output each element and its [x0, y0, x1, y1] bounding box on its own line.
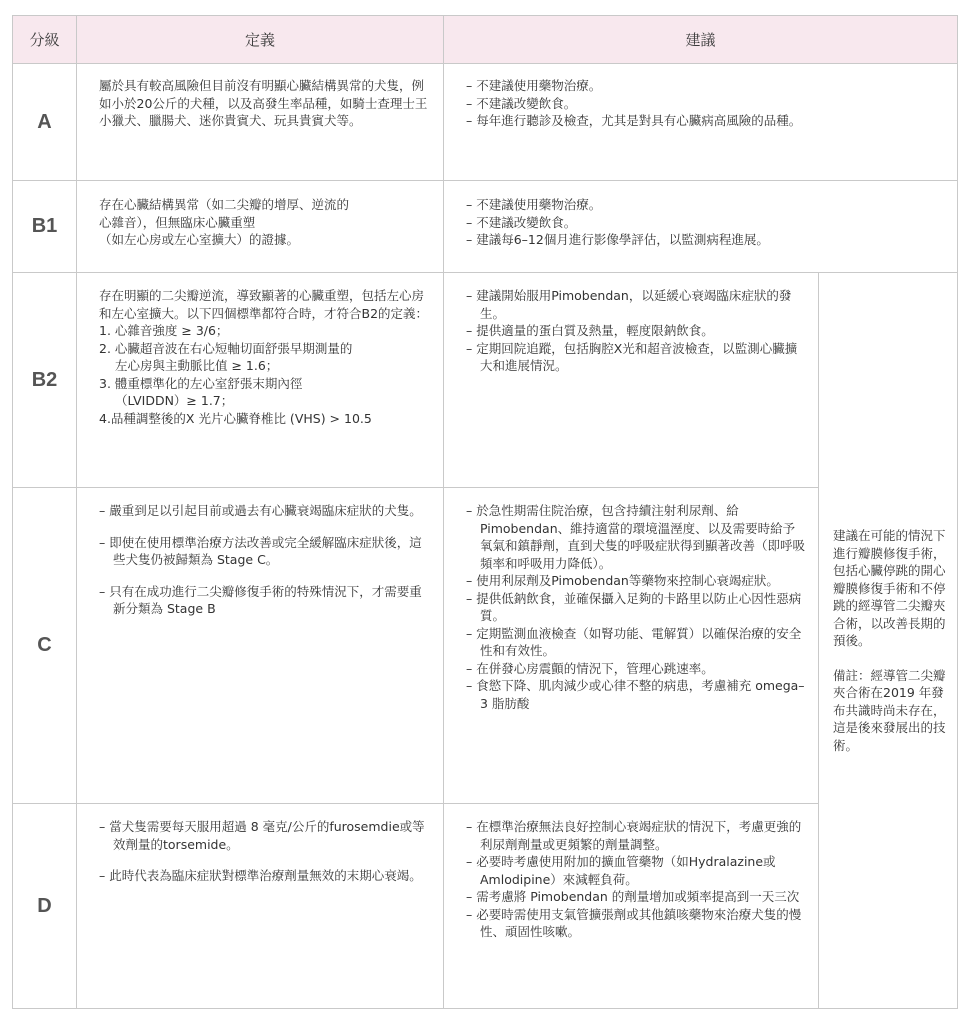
definition-b1-line-2: 心雜音），但無臨床心臟重塑 [99, 214, 256, 230]
criterion-2-cont: 左心房與主動脈比值 ≥ 1.6； [115, 358, 279, 373]
definition-c-1: – 嚴重到足以引起目前或過去有心臟衰竭臨床症狀的犬隻。 [99, 503, 422, 518]
rec-b2-2: – 提供適量的蛋白質及熱量，輕度限鈉飲食。 [466, 323, 714, 338]
definition-b1 [76, 180, 444, 273]
definition-c-3: – 只有在成功進行二尖瓣修復手術的特殊情況下，才需要重新分類為 Stage B [99, 583, 422, 616]
side-note-remark: 備註：經導管二尖瓣夾合術在2019 年發布共識時尚未存在，這是後來發展出的技術。 [833, 667, 946, 753]
header-recommendation: 建議 [443, 15, 958, 64]
rec-b1-1: – 不建議使用藥物治療。 [466, 197, 602, 212]
definition-b1-line-1: 存在心臟結構異常（如二尖瓣的增厚、逆流的 [99, 197, 350, 212]
rec-a-3: – 每年進行聽診及檢查，尤其是對具有心臟病高風險的品種。 [466, 113, 802, 128]
rec-b2-1: – 建議開始服用Pimobendan，以延緩心衰竭臨床症狀的發生。 [466, 288, 792, 321]
rec-c-2: – 使用利尿劑及Pimobendan等藥物來控制心衰竭症狀。 [466, 573, 779, 588]
recommendation-d [443, 803, 819, 1009]
side-note-text: 建議在可能的情況下進行瓣膜修復手術，包括心臟停跳的開心瓣膜修復手術和不停跳的經導管二尖瓣夾合術，以改善長期的預後。 [833, 528, 946, 648]
criterion-1: 1. 心雜音強度 ≥ 3/6； [99, 323, 229, 338]
criterion-2: 2. 心臟超音波在右心短軸切面舒張早期測量的 [99, 340, 353, 356]
grade-c: C [12, 487, 77, 804]
rec-b1-3: – 建議每6–12個月進行影像學評估，以監測病程進展。 [466, 232, 769, 247]
surgery-side-note [818, 272, 958, 1009]
rec-c-3: – 提供低鈉飲食，並確保攝入足夠的卡路里以防止心因性惡病質。 [466, 590, 802, 623]
rec-a-2: – 不建議改變飲食。 [466, 95, 577, 111]
definition-a-text: 屬於具有較高風險但目前沒有明顯心臟結構異常的犬隻，例如小於20公斤的犬種，以及高發生率品種，如騎士查理士王小獵犬、臘腸犬、迷你貴賓犬、玩具貴賓犬等。 [99, 78, 428, 128]
recommendation-a [443, 63, 958, 181]
header-definition: 定義 [76, 15, 444, 64]
definition-c-2: – 即使在使用標準治療方法改善或完全緩解臨床症狀後，這些犬隻仍被歸類為 Stage C。 [99, 534, 422, 567]
rec-c-1: – 於急性期需住院治療，包含持續注射利尿劑、給Pimobendan、維持適當的環境溫溼度、以及需要時給予氧氣和鎮靜劑，直到犬隻的呼吸症狀得到顯著改善（即呼吸頻率和呼吸用力降低）。 [466, 503, 806, 571]
rec-c-5: – 在併發心房震顫的情況下，管理心跳速率。 [466, 660, 714, 676]
definition-b2-intro: 存在明顯的二尖瓣逆流，導致顯著的心臟重塑，包括左心房和左心室擴大。以下四個標準都符合時，才符合B2的定義： [99, 288, 429, 321]
rec-c-6: – 食慾下降、肌肉減少或心律不整的病患，考慮補充 omega–3 脂肪酸 [466, 678, 805, 711]
criterion-3-cont: （LVIDDN）≥ 1.7； [115, 393, 234, 408]
criterion-4: 4.品種調整後的X 光片心臟脊椎比 (VHS) > 10.5 [99, 410, 372, 426]
grade-d: D [12, 803, 77, 1009]
recommendation-c [443, 487, 819, 804]
rec-a-1: – 不建議使用藥物治療。 [466, 78, 602, 93]
rec-d-1: – 在標準治療無法良好控制心衰竭症狀的情況下，考慮更強的利尿劑劑量或更頻繁的劑量調整。 [466, 819, 802, 852]
definition-d [76, 803, 444, 1009]
rec-b2-3: – 定期回院追蹤，包括胸腔X光和超音波檢查，以監測心臟擴大和進展情況。 [466, 340, 798, 373]
definition-c [76, 487, 444, 804]
definition-d-1: – 當犬隻需要每天服用超過 8 毫克/公斤的furosemdie或等效劑量的torsemide。 [99, 819, 425, 852]
grade-b1: B1 [12, 180, 77, 273]
definition-b2 [76, 272, 444, 488]
rec-b1-2: – 不建議改變飲食。 [466, 214, 577, 230]
rec-d-4: – 必要時需使用支氣管擴張劑或其他鎮咳藥物來治療犬隻的慢性、頑固性咳嗽。 [466, 906, 802, 939]
criterion-3: 3. 體重標準化的左心室舒張末期內徑 [99, 375, 303, 391]
grade-b2: B2 [12, 272, 77, 488]
rec-d-2: – 必要時考慮使用附加的擴血管藥物（如Hydralazine或 Amlodipine）來減輕負荷。 [466, 854, 776, 887]
recommendation-b1 [443, 180, 958, 273]
rec-d-3: – 需考慮將 Pimobendan 的劑量增加或頻率提高到一天三次 [466, 889, 800, 904]
definition-a [76, 63, 444, 181]
recommendation-b2 [443, 272, 819, 488]
rec-c-4: – 定期監測血液檢查（如腎功能、電解質）以確保治療的安全性和有效性。 [466, 625, 802, 658]
grade-a: A [12, 63, 77, 181]
definition-d-2: – 此時代表為臨床症狀對標準治療劑量無效的末期心衰竭。 [99, 868, 422, 883]
definition-b1-line-3: （如左心房或左心室擴大）的證據。 [99, 232, 300, 247]
staging-table [12, 15, 958, 1009]
header-grade: 分級 [12, 15, 77, 64]
